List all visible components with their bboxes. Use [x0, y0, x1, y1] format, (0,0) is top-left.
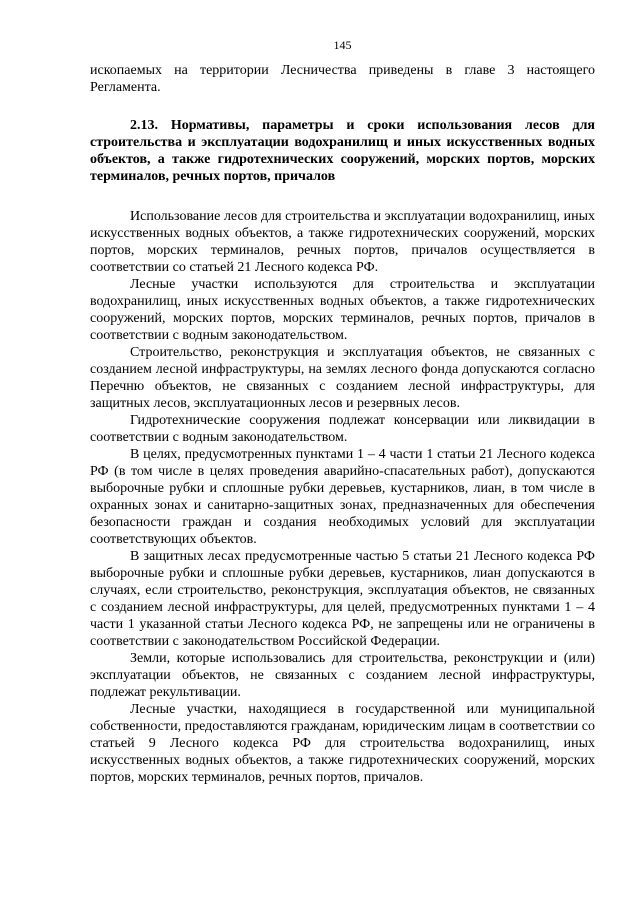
body-paragraph: Строительство, реконструкция и эксплуатация объектов, не связанных с созданием лесной инфраструктуры, на землях лесного фонда допускаются согласно Перечню объектов, не связанных с созданием лесной инфраструктуры, для защитных лесов, эксплуатационных лесов и резервных лесов.	[90, 345, 595, 411]
section-heading: 2.13. Нормативы, параметры и сроки использования лесов для строительства и эксплуатации водохранилищ и иных искусственных водных объектов, а также гидротехнических сооружений, морских портов, морских терминалов, речных портов, причалов	[90, 118, 595, 184]
body-paragraph: Земли, которые использовались для строительства, реконструкции и (или) эксплуатации объектов, не связанных с созданием лесной инфраструктуры, подлежат рекультивации.	[90, 651, 595, 700]
body-paragraph: В целях, предусмотренных пунктами 1 – 4 части 1 статьи 21 Лесного кодекса РФ (в том числе в целях проведения аварийно-спасательных работ), допускаются выборочные рубки и сплошные рубки деревьев, кустарников, лиан, в том числе в охранных зонах и санитарно-защитных зонах, предназначенных для обеспечения безопасности граждан и создания необходимых условий для эксплуатации соответствующих объектов.	[90, 447, 595, 547]
document-page	[90, 38, 595, 786]
body-paragraph: В защитных лесах предусмотренные частью 5 статьи 21 Лесного кодекса РФ выборочные рубки и сплошные рубки деревьев, кустарников, лиан допускаются в случаях, если строительство, реконструкция, эксплуатация объектов, не связанных с созданием лесной инфраструктуры, для целей, предусмотренных пунктами 1 – 4 части 1 указанной статьи Лесного кодекса РФ, не запрещены или не ограничены в соответствии с законодательством Российской Федерации.	[90, 549, 595, 649]
page-number: 145	[333, 38, 352, 52]
intro-paragraph: ископаемых на территории Лесничества приведены в главе 3 настоящего Регламента.	[90, 63, 595, 95]
body-paragraph: Гидротехнические сооружения подлежат консервации или ликвидации в соответствии с водным законодательством.	[90, 413, 595, 445]
body-paragraph: Использование лесов для строительства и эксплуатации водохранилищ, иных искусственных водных объектов, а также гидротехнических сооружений, морских портов, морских терминалов, речных портов, причалов осуществляется в соответствии со статьей 21 Лесного кодекса РФ.	[90, 209, 595, 275]
body-paragraph: Лесные участки используются для строительства и эксплуатации водохранилищ, иных искусственных водных объектов, а также гидротехнических сооружений, морских портов, морских терминалов, речных портов, причалов в соответствии с водным законодательством.	[90, 277, 595, 343]
body-paragraph: Лесные участки, находящиеся в государственной или муниципальной собственности, предоставляются гражданам, юридическим лицам в соответствии со статьей 9 Лесного кодекса РФ для строительства водохранилищ, иных искусственных водных объектов, а также гидротехнических сооружений, морских портов, морских терминалов, речных портов, причалов.	[90, 702, 595, 785]
